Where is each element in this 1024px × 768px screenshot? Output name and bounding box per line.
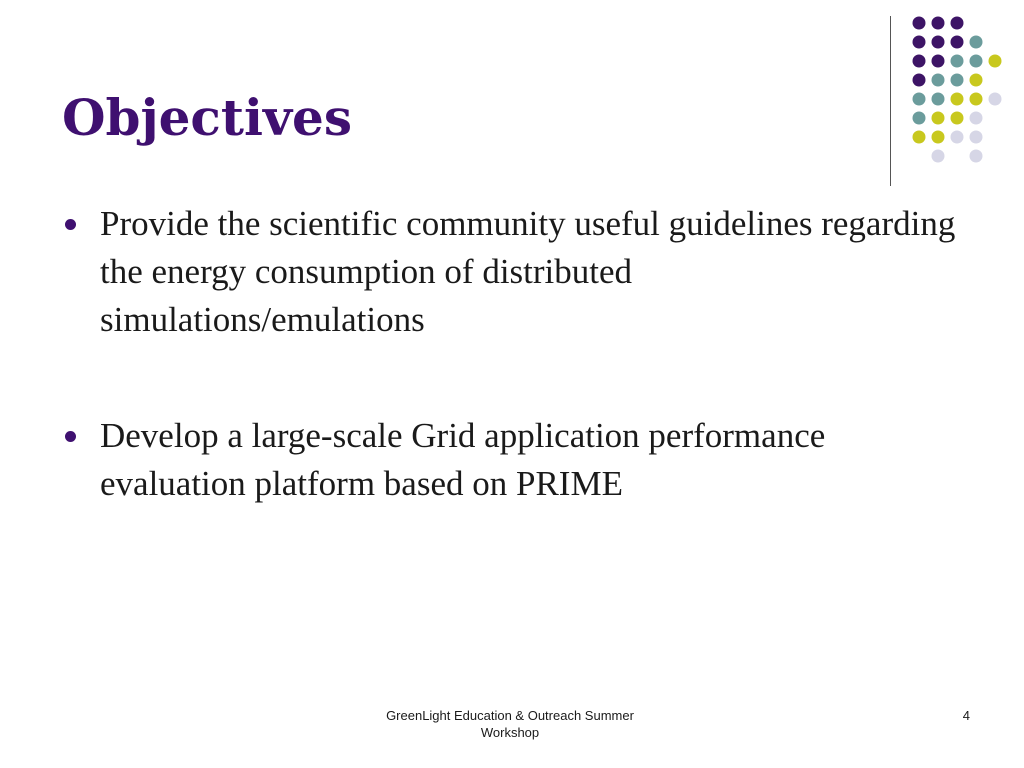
decorative-dot — [932, 131, 945, 144]
decorative-dot — [913, 17, 926, 30]
decorative-dot — [913, 36, 926, 49]
slide-footer: GreenLight Education & Outreach Summer Workshop — [386, 708, 634, 740]
decorative-dot — [970, 112, 983, 125]
decorative-dot — [932, 17, 945, 30]
decorative-dot — [970, 55, 983, 68]
decorative-dot — [970, 74, 983, 87]
decorative-dot — [970, 150, 983, 163]
decorative-dot — [951, 74, 964, 87]
page-number: 4 — [962, 708, 970, 723]
decorative-dot — [951, 131, 964, 144]
decorative-dot — [913, 74, 926, 87]
decorative-dot — [913, 131, 926, 144]
title-divider — [890, 16, 891, 186]
bullet-marker — [65, 431, 76, 442]
decorative-dot — [932, 112, 945, 125]
bullet-list — [62, 200, 962, 576]
decorative-dot — [989, 55, 1002, 68]
decorative-dot — [951, 36, 964, 49]
decorative-dot — [932, 93, 945, 106]
decorative-dot — [951, 55, 964, 68]
decorative-dot — [970, 36, 983, 49]
decorative-dot — [913, 93, 926, 106]
slide-title: Objectives — [62, 88, 352, 147]
decorative-dot — [932, 55, 945, 68]
decorative-dot — [951, 93, 964, 106]
bullet-item — [62, 200, 962, 344]
decorative-dot — [989, 93, 1002, 106]
decorative-dot — [970, 131, 983, 144]
decorative-dot — [932, 150, 945, 163]
decorative-dot — [951, 17, 964, 30]
decorative-dot — [913, 55, 926, 68]
decorative-dot — [951, 112, 964, 125]
decorative-dot — [913, 112, 926, 125]
decorative-dot — [932, 74, 945, 87]
decorative-dot — [970, 93, 983, 106]
bullet-marker — [65, 219, 76, 230]
bullet-item — [62, 412, 962, 508]
bullet-text: Provide the scientific community useful guidelines regarding the energy consumption of distributed simulations/emulations — [100, 204, 956, 339]
bullet-text: Develop a large-scale Grid application performance evaluation platform based on PRIME — [100, 416, 826, 503]
decorative-dot — [932, 36, 945, 49]
